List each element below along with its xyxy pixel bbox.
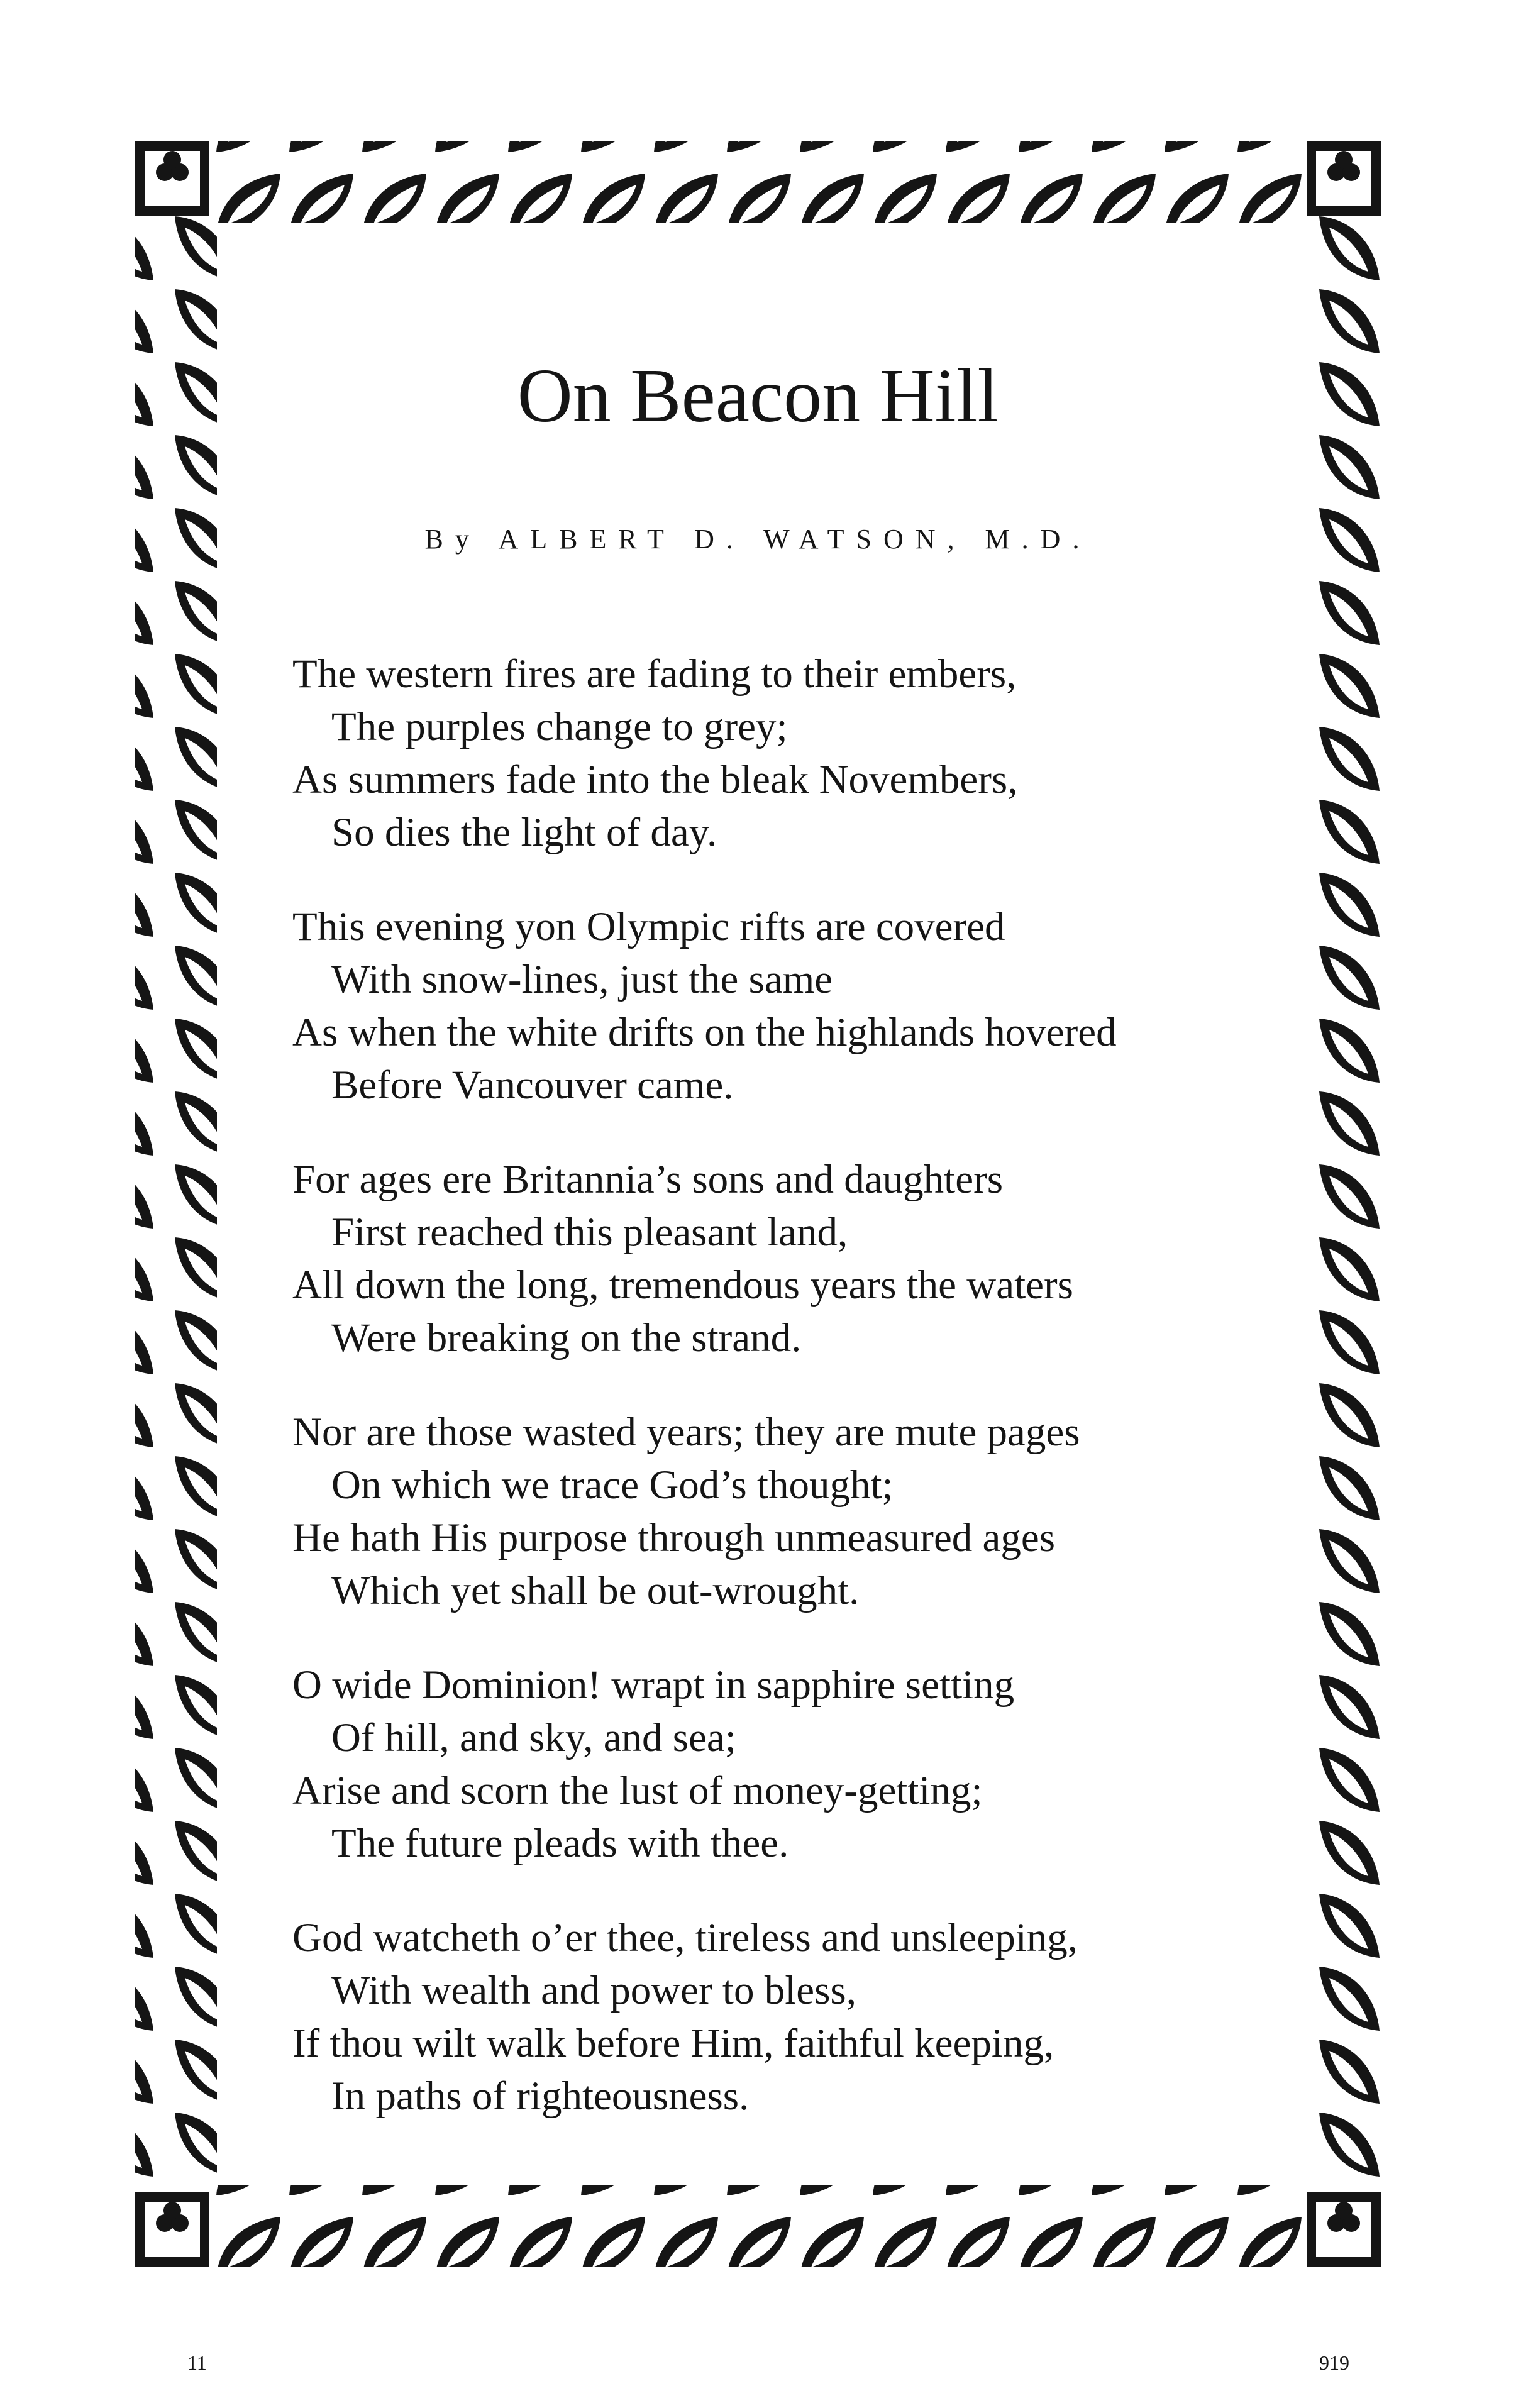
stanza bbox=[292, 648, 1324, 859]
trefoil-icon bbox=[135, 2192, 209, 2267]
poem-line: In paths of righteousness. bbox=[331, 2074, 750, 2119]
poem-line: Were breaking on the strand. bbox=[331, 1315, 802, 1361]
poem-line: The purples change to grey; bbox=[331, 704, 788, 749]
poem-line: Nor are those wasted years; they are mute pages bbox=[292, 1410, 1080, 1455]
signature-mark: 11 bbox=[187, 2351, 207, 2374]
poem-line: So dies the light of day. bbox=[331, 810, 717, 855]
poem-line: Of hill, and sky, and sea; bbox=[331, 1715, 736, 1760]
poem-line: Which yet shall be out-wrought. bbox=[331, 1568, 860, 1613]
trefoil-icon bbox=[1307, 141, 1381, 216]
stanza bbox=[292, 1153, 1324, 1364]
stanza bbox=[292, 1911, 1324, 2123]
poem-line: For ages ere Britannia’s sons and daughters bbox=[292, 1157, 1004, 1202]
poem-line: With wealth and power to bless, bbox=[331, 1968, 856, 2013]
poem-line: With snow-lines, just the same bbox=[331, 957, 833, 1002]
poem-line: He hath His purpose through unmeasured ages bbox=[292, 1515, 1056, 1560]
poem-line: This evening yon Olympic rifts are covered bbox=[292, 904, 1005, 949]
poem-line: If thou wilt walk before Him, faithful keeping, bbox=[292, 2021, 1054, 2066]
page-number: 919 bbox=[1319, 2351, 1349, 2374]
stanza bbox=[292, 900, 1324, 1112]
poem-line: God watcheth o’er thee, tireless and unsleeping, bbox=[292, 1915, 1078, 1960]
trefoil-icon bbox=[1307, 2192, 1381, 2267]
poem-line: O wide Dominion! wrapt in sapphire setting bbox=[292, 1662, 1015, 1708]
poem-line: As when the white drifts on the highlands hovered bbox=[292, 1010, 1117, 1055]
poem-line: As summers fade into the bleak Novembers, bbox=[292, 757, 1018, 802]
poem-line: On which we trace God’s thought; bbox=[331, 1462, 894, 1508]
poem-title: On Beacon Hill bbox=[517, 353, 999, 438]
author-byline: By ALBERT D. WATSON, M.D. bbox=[424, 524, 1092, 555]
trefoil-icon bbox=[135, 141, 209, 216]
poem-line: Before Vancouver came. bbox=[331, 1063, 734, 1108]
poem-line: All down the long, tremendous years the waters bbox=[292, 1262, 1073, 1308]
poem-line: The western fires are fading to their embers, bbox=[292, 651, 1017, 697]
poem-line: First reached this pleasant land, bbox=[331, 1210, 848, 1255]
poem-line: The future pleads with thee. bbox=[331, 1821, 789, 1866]
stanza bbox=[292, 1406, 1324, 1617]
poem-line: Arise and scorn the lust of money-getting; bbox=[292, 1768, 983, 1813]
stanza bbox=[292, 1659, 1324, 1870]
poem-body bbox=[292, 648, 1324, 2164]
